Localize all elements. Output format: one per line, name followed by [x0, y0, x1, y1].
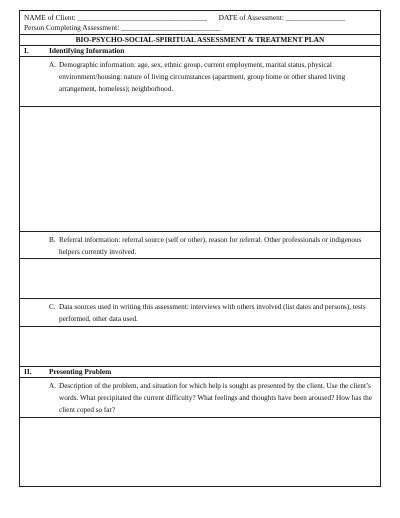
- question-referral-information: [20, 232, 380, 259]
- form-header: [20, 11, 380, 35]
- item-letter: B.: [49, 236, 56, 244]
- client-name-field[interactable]: NAME of Client: ___________________________________: [24, 13, 207, 22]
- assessment-form: [19, 10, 381, 487]
- assessment-date-field[interactable]: DATE of Assessment: ________________: [218, 13, 345, 22]
- header-line-1: [24, 13, 376, 23]
- item-text: Referral information: referral source (self or other), reason for referral. Other professionals or indigenous helpers currently involved.: [59, 236, 362, 256]
- section-numeral: II.: [24, 367, 32, 376]
- section-numeral: I.: [24, 46, 29, 55]
- question-problem-description: [20, 378, 380, 418]
- answer-box-problem-description[interactable]: [20, 418, 380, 486]
- question-demographic-information: [20, 57, 380, 107]
- item-text: Demographic information: age, sex, ethnic group, current employment, marital status, physical environment/housing: nature of living circumstances (apartment, group home or other shared living arrangement, homeless); neighborhood.: [59, 61, 346, 93]
- item-letter: A.: [49, 382, 56, 390]
- form-title: BIO-PSYCHO-SOCIAL-SPIRITUAL ASSESSMENT & TREATMENT PLAN: [20, 35, 380, 46]
- section-heading: Presenting Problem: [49, 367, 112, 376]
- question-data-sources: [20, 299, 380, 327]
- section-heading-identifying-information: [20, 46, 380, 57]
- item-letter: C.: [49, 303, 56, 311]
- item-text: Description of the problem, and situation for which help is sought as presented by the client. Use the client’s words. What precipitated the current difficulty? What feelings and thoughts have been aroused? How has the client coped so far?: [59, 382, 372, 414]
- section-heading: Identifying Information: [49, 46, 125, 55]
- section-heading-presenting-problem: [20, 367, 380, 378]
- item-letter: A.: [49, 61, 56, 69]
- answer-box-data-sources[interactable]: [20, 327, 380, 367]
- item-text: Data sources used in writing this assessment: interviews with others involved (list dates and persons), tests performed, other data used.: [59, 303, 366, 323]
- person-completing-field[interactable]: Person Completing Assessment: ___________________________: [24, 23, 221, 32]
- answer-box-demographic-information[interactable]: [20, 107, 380, 232]
- answer-box-referral-information[interactable]: [20, 259, 380, 299]
